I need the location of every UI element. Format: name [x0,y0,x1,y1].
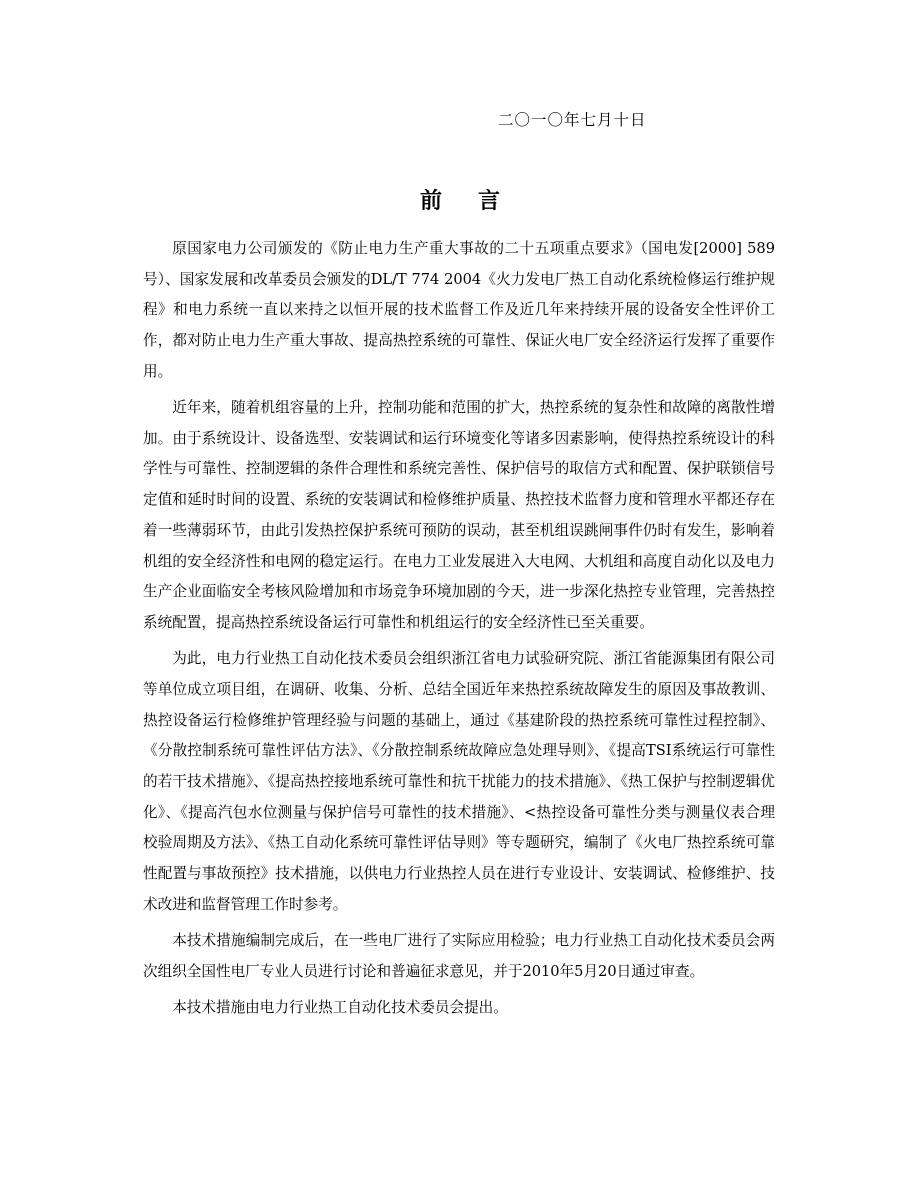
paragraph: 本技术措施编制完成后，在一些电厂进行了实际应用检验；电力行业热工自动化技术委员会两次组织全国性电厂专业人员进行讨论和普遍征求意见，并于2010年5月20日通过审查。 [143,931,775,980]
paragraph: 近年来，随着机组容量的上升，控制功能和范围的扩大，热控系统的复杂性和故障的离散性增加。由于系统设计、设备选型、安装调试和运行环境变化等诸多因素影响，使得热控系统设计的科学性与可靠性、控制逻辑的条件合理性和系统完善性、保护信号的取信方式和配置、保护联锁信号定值和延时时间的设置、系统的安装调试和检修维护质量、热控技术监督力度和管理水平都还存在着一些薄弱环节，由此引发热控保护系统可预防的误动，甚至机组误跳闸事件仍时有发生，影响着机组的安全经济性和电网的稳定运行。在电力工业发展进入大电网、大机组和高度自动化以及电力生产企业面临安全考核风险增加和市场竞争环境加剧的今天，进一步深化热控专业管理，完善热控系统配置，提高热控系统设备运行可靠性和机组运行的安全经济性已至关重要。 [143,399,775,631]
preface-body [143,234,775,1029]
paragraph: 原国家电力公司颁发的《防止电力生产重大事故的二十五项重点要求》（国电发[2000] 589号）、国家发展和改革委员会颁发的DL/T 774 2004《火力发电厂热工自动化系统检修运行维护规程》和电力系统一直以来持之以恒开展的技术监督工作及近几年来持续开展的设备安全性评价工作，都对防止电力生产重大事故、提高热控系统的可靠性、保证火电厂安全经济运行发挥了重要作用。 [143,240,775,380]
paragraph: 本技术措施由电力行业热工自动化技术委员会提出。 [172,998,508,1016]
section-title: 前言 [419,189,536,214]
paragraph: 为此，电力行业热工自动化技术委员会组织浙江省电力试验研究院、浙江省能源集团有限公司等单位成立项目组，在调研、收集、分析、总结全国近年来热控系统故障发生的原因及事故教训、热控设备运行检修维护管理经验与问题的基础上，通过《基建阶段的热控系统可靠性过程控制》、《分散控制系统可靠性评估方法》、《分散控制系统故障应急处理导则》、《提高TSI系统运行可靠性的若干技术措施》、《提高热控接地系统可靠性和抗干扰能力的技术措施》、《热工保护与控制逻辑优化》、《提高汽包水位测量与保护信号可靠性的技术措施》、<热控设备可靠性分类与测量仪表合理校验周期及方法》、《热工自动化系统可靠性评估导则》等专题研究，编制了《火电厂热控系统可靠性配置与事故预控》技术措施，以供电力行业热控人员在进行专业设计、安装调试、检修维护、技术改进和监督管理工作时参考。 [143,650,775,913]
document-date: 二〇一〇年七月十日 [498,111,647,129]
